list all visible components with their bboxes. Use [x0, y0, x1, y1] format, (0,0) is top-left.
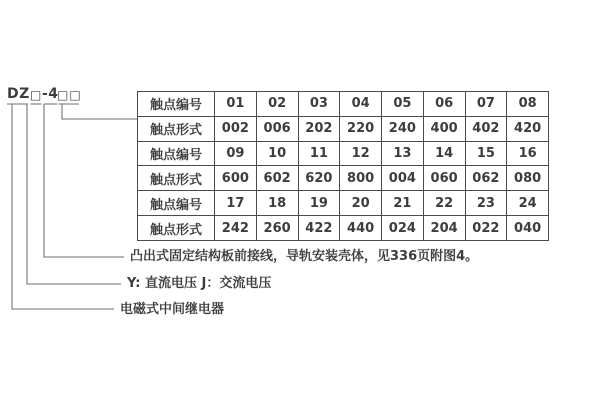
- table-row-label: 触点编号: [138, 141, 215, 166]
- table-cell: 260: [256, 216, 298, 241]
- table-cell: 402: [465, 116, 507, 141]
- contact-table: [137, 91, 549, 241]
- table-cell: 17: [215, 191, 257, 216]
- table-cell: 13: [382, 141, 424, 166]
- table-row: [138, 141, 549, 166]
- table-cell: 600: [215, 166, 257, 191]
- table-cell: 004: [382, 166, 424, 191]
- table-cell: 240: [382, 116, 424, 141]
- table-row-label: 触点形式: [138, 166, 215, 191]
- table-cell: 02: [256, 92, 298, 117]
- table-cell: 06: [423, 92, 465, 117]
- table-cell: 242: [215, 216, 257, 241]
- table-cell: 19: [298, 191, 340, 216]
- table-row: [138, 191, 549, 216]
- table-cell: 422: [298, 216, 340, 241]
- table-cell: 09: [215, 141, 257, 166]
- table-row-label: 触点编号: [138, 92, 215, 117]
- table-cell: 400: [423, 116, 465, 141]
- table-cell: 002: [215, 116, 257, 141]
- table-row-label: 触点形式: [138, 216, 215, 241]
- table-cell: 23: [465, 191, 507, 216]
- table-cell: 440: [340, 216, 382, 241]
- annotation-voltage-type: Y: 直流电压 J：交流电压: [127, 276, 272, 291]
- table-cell: 11: [298, 141, 340, 166]
- table-cell: 07: [465, 92, 507, 117]
- annotation-case-structure: 凸出式固定结构板前接线，导轨安装壳体，见336页附图4。: [130, 249, 479, 264]
- table-cell: 220: [340, 116, 382, 141]
- table-cell: 03: [298, 92, 340, 117]
- table-cell: 01: [215, 92, 257, 117]
- table-cell: 022: [465, 216, 507, 241]
- table-row: [138, 92, 549, 117]
- table-cell: 800: [340, 166, 382, 191]
- table-row-label: 触点形式: [138, 116, 215, 141]
- contact-table-body: [138, 92, 549, 241]
- table-cell: 16: [507, 141, 549, 166]
- table-cell: 080: [507, 166, 549, 191]
- table-cell: 10: [256, 141, 298, 166]
- table-cell: 204: [423, 216, 465, 241]
- table-cell: 420: [507, 116, 549, 141]
- table-cell: 202: [298, 116, 340, 141]
- table-cell: 14: [423, 141, 465, 166]
- table-cell: 08: [507, 92, 549, 117]
- table-cell: 18: [256, 191, 298, 216]
- table-cell: 006: [256, 116, 298, 141]
- leader-line-to-table: [62, 104, 137, 119]
- table-cell: 062: [465, 166, 507, 191]
- table-cell: 620: [298, 166, 340, 191]
- table-cell: 040: [507, 216, 549, 241]
- table-cell: 21: [382, 191, 424, 216]
- model-segment-dz: DZ: [7, 86, 30, 102]
- table-cell: 060: [423, 166, 465, 191]
- table-row: [138, 116, 549, 141]
- table-cell: 20: [340, 191, 382, 216]
- table-cell: 04: [340, 92, 382, 117]
- table-row: [138, 216, 549, 241]
- table-cell: 05: [382, 92, 424, 117]
- table-cell: 602: [256, 166, 298, 191]
- model-segment-voltage-box: □: [30, 88, 42, 102]
- table-row: [138, 166, 549, 191]
- table-cell: 12: [340, 141, 382, 166]
- table-cell: 024: [382, 216, 424, 241]
- table-cell: 24: [507, 191, 549, 216]
- table-cell: 15: [465, 141, 507, 166]
- table-row-label: 触点编号: [138, 191, 215, 216]
- annotation-relay-type: 电磁式中间继电器: [120, 302, 225, 317]
- table-cell: 22: [423, 191, 465, 216]
- model-segment-case-code: -4: [42, 86, 59, 102]
- model-segment-contact-boxes: □□: [57, 88, 82, 102]
- leader-line-to-annotation-1: [44, 104, 124, 257]
